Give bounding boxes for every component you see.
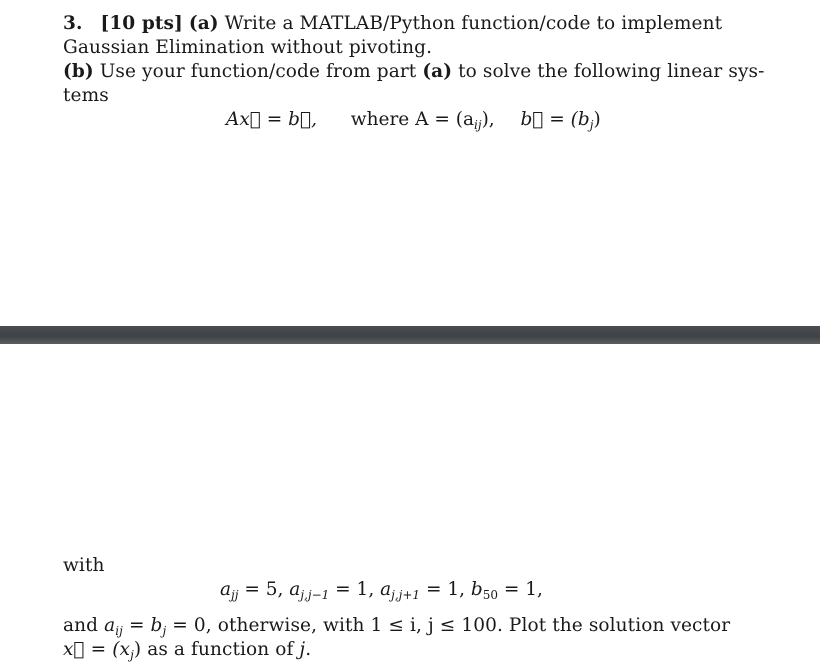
b-50-val: = 1, — [498, 579, 543, 600]
line3-b-sub: j — [162, 624, 167, 638]
part-b-line2: tems — [63, 85, 109, 106]
a-jjm1: a — [289, 579, 301, 600]
b-50: b — [470, 579, 483, 600]
equation-b-sub: j — [589, 118, 594, 132]
continuation-line-4 — [63, 638, 311, 667]
line3-start: and — [63, 615, 105, 636]
part-b-ref: (a) — [422, 61, 453, 82]
problem-line-1 — [63, 12, 722, 36]
equation-b: b⃗ = (b — [520, 109, 590, 130]
line4-period: . — [305, 639, 312, 660]
line3-eq1: = — [122, 615, 151, 636]
part-b-text-end: to solve the following linear sys- — [458, 61, 765, 82]
a-jjp1-sub: j,j+1 — [391, 588, 421, 602]
equation-b-end: ) — [593, 109, 601, 130]
problem-number: 3. — [63, 13, 83, 34]
panel-separator — [0, 326, 820, 344]
problem-points: [10 pts] — [100, 13, 183, 34]
b-50-sub: 50 — [482, 588, 499, 602]
a-jjp1: a — [380, 579, 392, 600]
line3-a-sub: ij — [115, 624, 123, 638]
with-line — [63, 554, 105, 578]
line3-rest: = 0, otherwise, with 1 ≤ i, j ≤ 100. Plot the solution vector — [166, 615, 731, 636]
part-b-label: (b) — [63, 61, 94, 82]
line4-j: j — [299, 639, 306, 660]
equation-where: where A = (a — [350, 109, 475, 130]
part-a-label: (a) — [188, 13, 219, 34]
problem-line-3 — [63, 60, 764, 84]
equation-main: Ax⃗ = b⃗, — [226, 109, 317, 130]
part-b-text: Use your function/code from part — [99, 61, 417, 82]
line3-a: a — [104, 615, 116, 636]
problem-line-4 — [63, 84, 109, 108]
problem-panel — [0, 0, 820, 326]
equation-where-mid: ), — [481, 109, 495, 130]
part-a-text: Write a MATLAB/Python function/code to implement — [224, 13, 723, 34]
coefficient-equation — [220, 578, 543, 607]
a-jj-val: = 5, — [238, 579, 284, 600]
line4-sub: j — [130, 648, 134, 662]
with-label: with — [63, 555, 105, 576]
equation-system — [226, 108, 601, 137]
part-a-text-line2: Gaussian Elimination without pivoting. — [63, 37, 433, 58]
line4-end: ) as a function of — [133, 639, 300, 660]
line3-b: b — [150, 615, 163, 636]
a-jjm1-sub: j,j−1 — [300, 588, 330, 602]
a-jj: a — [220, 579, 232, 600]
a-jjp1-val: = 1, — [420, 579, 465, 600]
line4-x: x⃗ = (x — [63, 639, 131, 660]
a-jjm1-val: = 1, — [329, 579, 375, 600]
problem-line-2 — [63, 36, 432, 60]
continuation-panel — [0, 344, 820, 670]
equation-where-sub: ij — [474, 118, 482, 132]
a-jj-sub: jj — [231, 588, 239, 602]
